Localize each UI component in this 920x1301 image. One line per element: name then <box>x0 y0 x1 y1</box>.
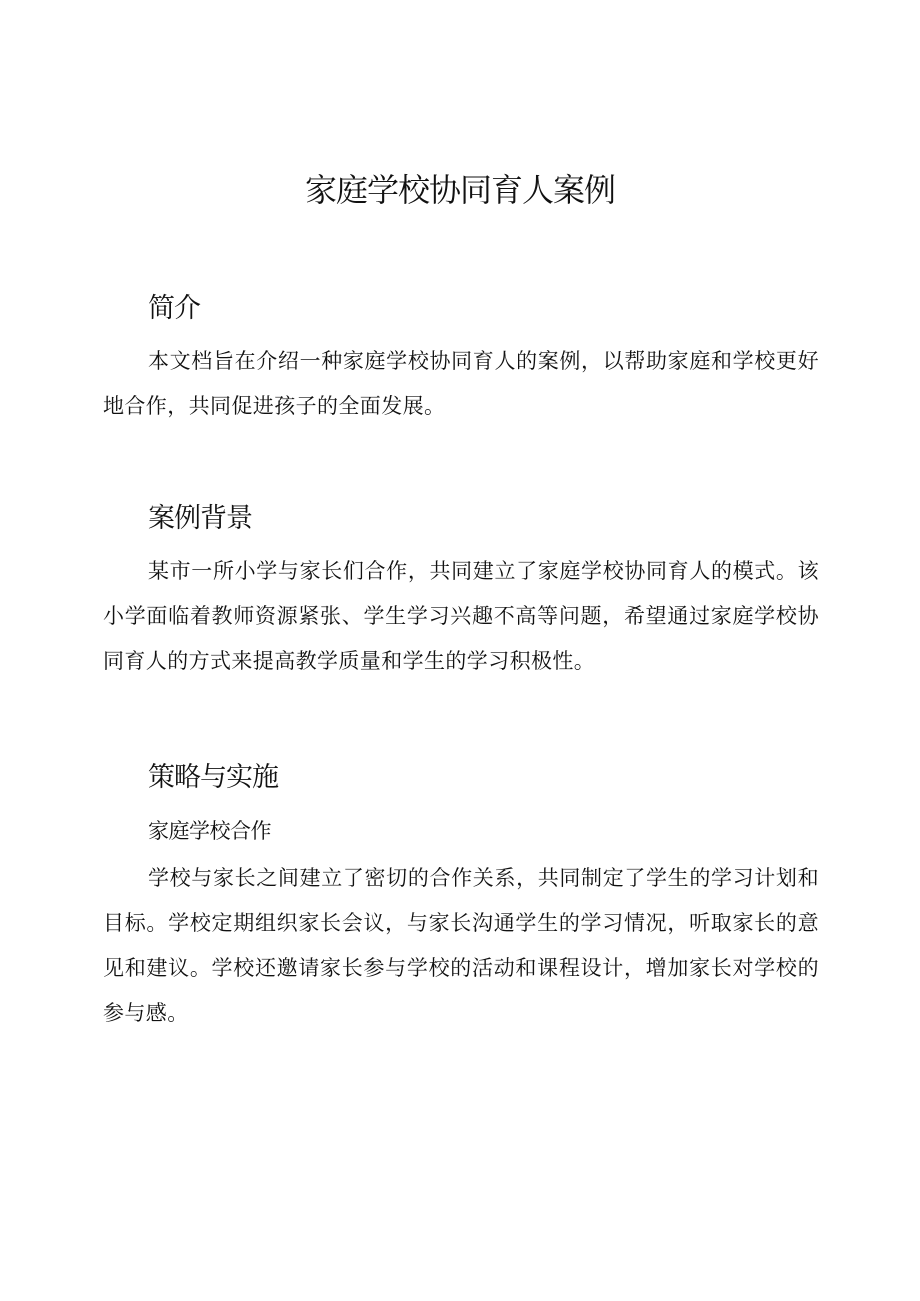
section-paragraph-intro: 本文档旨在介绍一种家庭学校协同育人的案例，以帮助家庭和学校更好地合作，共同促进孩子的全面发展。 <box>103 349 819 418</box>
subsection-heading-cooperation: 家庭学校合作 <box>148 819 271 843</box>
subsection-paragraph-cooperation: 学校与家长之间建立了密切的合作关系，共同制定了学生的学习计划和目标。学校定期组织家长会议，与家长沟通学生的学习情况，听取家长的意见和建议。学校还邀请家长参与学校的活动和课程设计，增加家长对学校的参与感。 <box>103 866 819 1025</box>
section-heading-intro: 简介 <box>148 293 200 324</box>
section-heading-background: 案例背景 <box>148 503 252 534</box>
document-title: 家庭学校协同育人案例 <box>304 171 615 209</box>
section-heading-strategy: 策略与实施 <box>148 762 278 793</box>
section-paragraph-background: 某市一所小学与家长们合作，共同建立了家庭学校协同育人的模式。该小学面临着教师资源紧张、学生学习兴趣不高等问题，希望通过家庭学校协同育人的方式来提高教学质量和学生的学习积极性。 <box>103 559 819 673</box>
